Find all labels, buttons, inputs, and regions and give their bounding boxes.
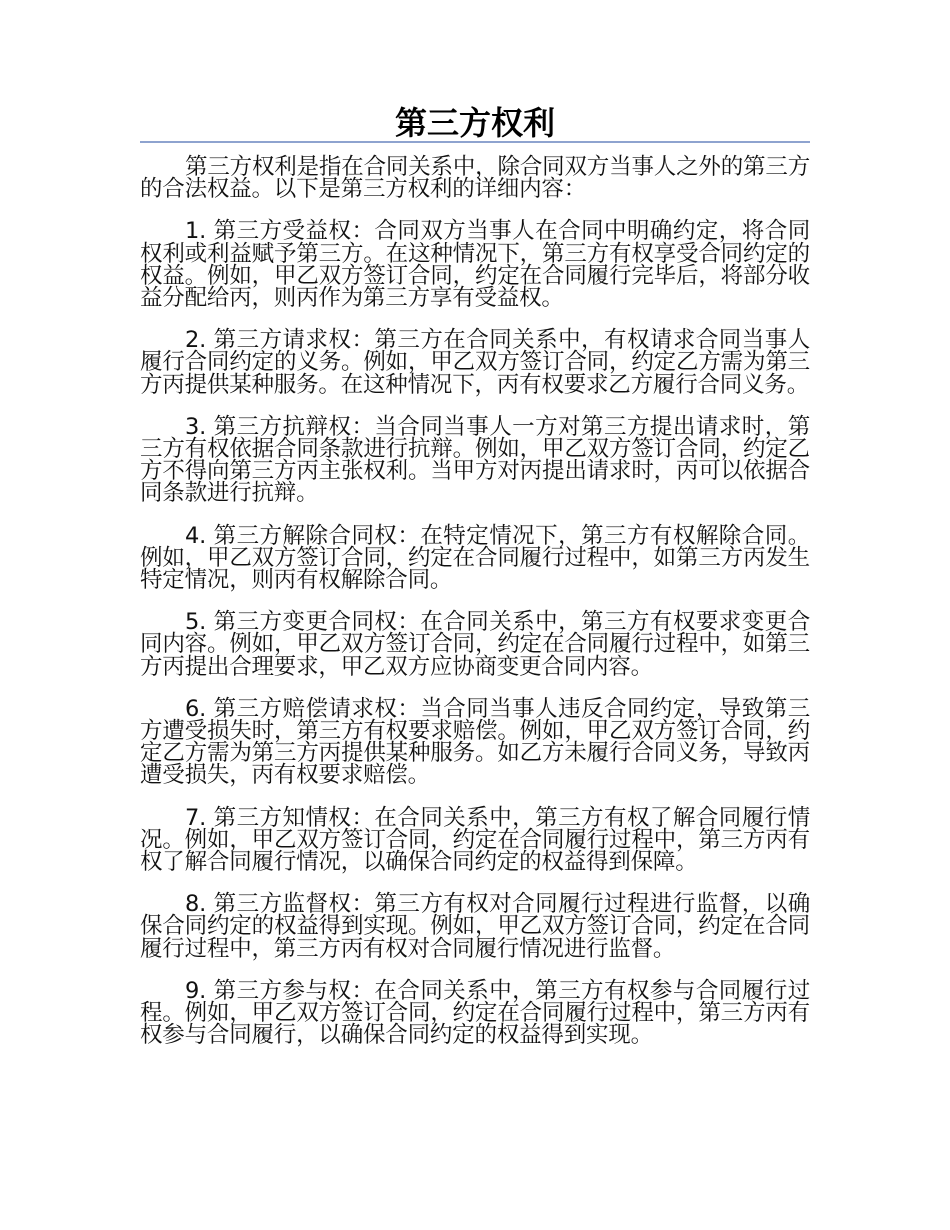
paragraph-supervision-right: 8. 第三方监督权：第三方有权对合同履行过程进行监督，以确保合同约定的权益得到实现。例如，甲乙双方签订合同，约定在合同履行过程中，第三方丙有权对合同履行情况进行监督。	[140, 891, 810, 962]
paragraph-participation-right: 9. 第三方参与权：在合同关系中，第三方有权参与合同履行过程。例如，甲乙双方签订合同，约定在合同履行过程中，第三方丙有权参与合同履行，以确保合同约定的权益得到实现。	[140, 977, 810, 1049]
paragraph-information-right: 7. 第三方知情权：在合同关系中，第三方有权了解合同履行情况。例如，甲乙双方签订合同，约定在合同履行过程中，第三方丙有权了解合同履行情况，以确保合同约定的权益得到保障。	[140, 804, 810, 876]
paragraph-termination-right: 4. 第三方解除合同权：在特定情况下，第三方有权解除合同。例如，甲乙双方签订合同，约定在合同履行过程中，如第三方丙发生特定情况，则丙有权解除合同。	[140, 522, 810, 594]
paragraph-compensation-right: 6. 第三方赔偿请求权：当合同当事人违反合同约定，导致第三方遭受损失时，第三方有权要求赔偿。例如，甲乙双方签订合同，约定乙方需为第三方丙提供某种服务。如乙方未履行合同义务，导致丙遭受损失，丙有权要求赔偿。	[140, 695, 810, 789]
paragraph-modification-right: 5. 第三方变更合同权：在合同关系中，第三方有权要求变更合同内容。例如，甲乙双方签订合同，约定在合同履行过程中，如第三方丙提出合理要求，甲乙双方应协商变更合同内容。	[140, 609, 810, 680]
page-title: 第三方权利	[394, 104, 555, 142]
intro-paragraph: 第三方权利是指在合同关系中，除合同双方当事人之外的第三方的合法权益。以下是第三方权利的详细内容：	[140, 154, 810, 203]
paragraph-claim-right: 2. 第三方请求权：第三方在合同关系中，有权请求合同当事人履行合同约定的义务。例如，甲乙双方签订合同，约定乙方需为第三方丙提供某种服务。在这种情况下，丙有权要求乙方履行合同义务。	[140, 327, 810, 398]
title-block	[140, 103, 810, 143]
paragraph-beneficiary-right: 1. 第三方受益权：合同双方当事人在合同中明确约定，将合同权利或利益赋予第三方。在这种情况下，第三方有权享受合同约定的权益。例如，甲乙双方签订合同，约定在合同履行完毕后，将部分收益分配给丙，则丙作为第三方享有受益权。	[140, 218, 810, 312]
document-body	[140, 156, 810, 1067]
paragraph-defense-right: 3. 第三方抗辩权：当合同当事人一方对第三方提出请求时，第三方有权依据合同条款进行抗辩。例如，甲乙双方签订合同，约定乙方不得向第三方丙主张权利。当甲方对丙提出请求时，丙可以依据合同条款进行抗辩。	[140, 413, 810, 507]
